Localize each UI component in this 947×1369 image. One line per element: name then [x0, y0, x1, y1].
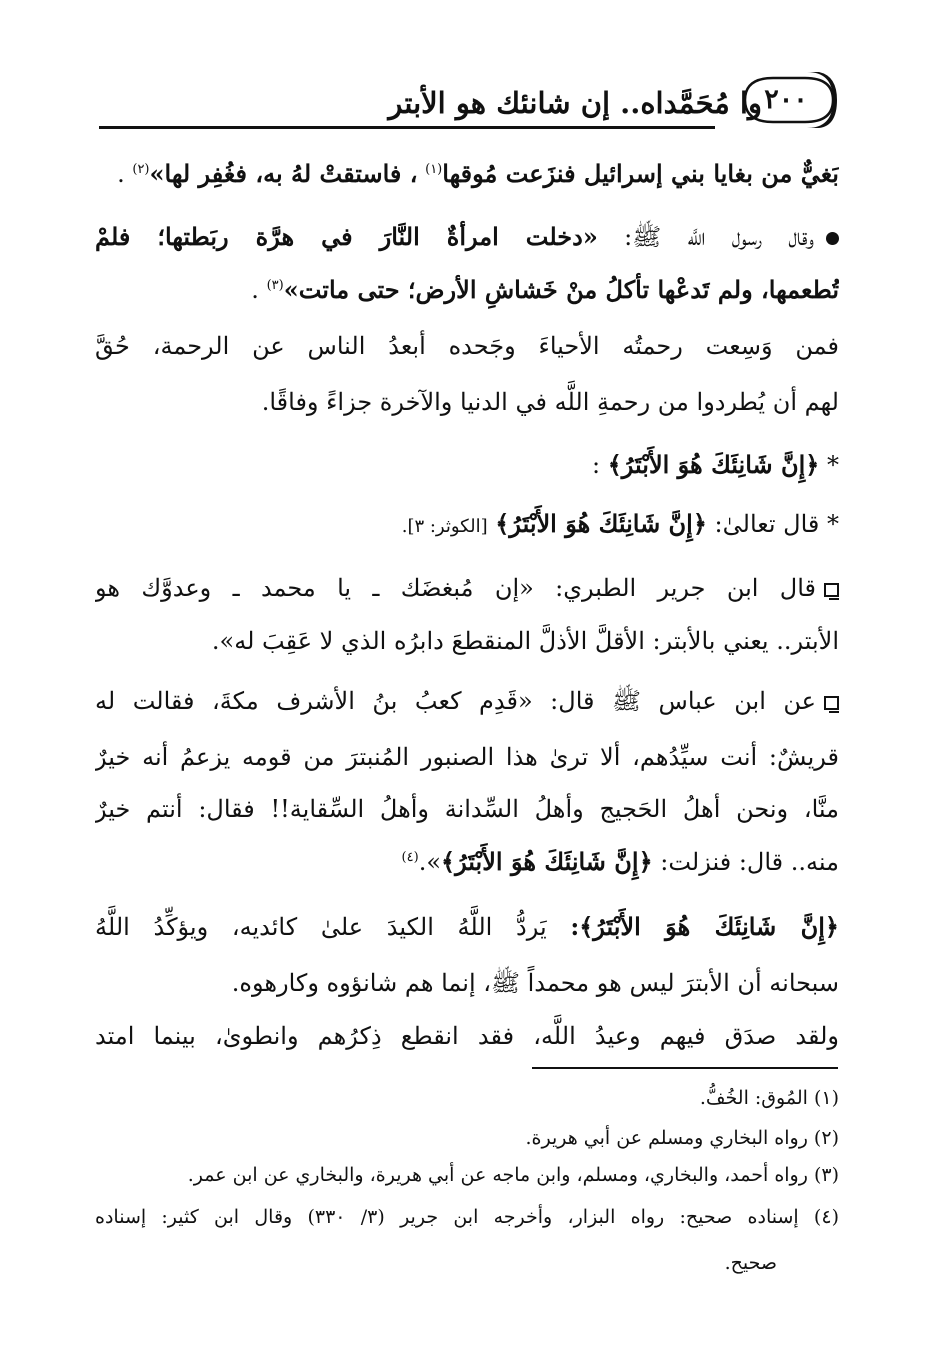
verse-reference: [الكوثر: ٣]. [401, 516, 488, 537]
text-line [95, 838, 839, 886]
page-running-title: وا مُحَمَّداه.. إن شانئك هو الأبتر [388, 86, 762, 120]
quran-verse: ﴿إِنَّ شَانِئَكَ هُوَ الأَبْتَرُ﴾ [607, 450, 820, 479]
text-line [95, 150, 839, 198]
quran-verse: ﴿إِنَّ شَانِئَكَ هُوَ الأَبْتَرُ﴾: [570, 912, 839, 941]
text-line [95, 266, 839, 314]
punctuation: : [591, 451, 601, 479]
punctuation: . [251, 276, 259, 304]
footnote-marker: (٢) [132, 162, 150, 177]
verse-intro: * قال تعالىٰ: [714, 510, 839, 538]
text-line [95, 564, 839, 612]
footnote-marker: (١) [425, 162, 443, 177]
text-line: الأبتر.. يعني بالأبتر: الأقلَّ الأذلَّ المنقطعَ دابرُه الذي لا عَقِبَ له». [211, 627, 839, 655]
text-line: لهم أن يُطردوا من رحمةِ اللَّه في الدنيا والآخرة جزاءً وفاقًا. [261, 388, 839, 416]
footnote-continuation: صحيح. [724, 1252, 777, 1274]
header-divider [99, 126, 715, 129]
text-line: منَّا، ونحن أهلُ الحَجيج وأهلُ السِّدانة وأهلُ السِّقاية!! فقال: أنتم خيرٌ [95, 795, 839, 823]
commentary-text: يَردُّ اللَّهُ الكيدَ علىٰ كائديه، ويؤكِّدُ اللَّهُ [95, 913, 547, 941]
footnote-marker: (٣) [266, 278, 284, 293]
narration-text: منه.. قال: فنزلت: [660, 848, 839, 876]
text-line [95, 903, 839, 951]
section-heading [95, 441, 839, 489]
hadith-quote: «دخلت امرأةٌ النَّارَ في هرَّة ربَطتها؛ فلمْ [95, 222, 598, 251]
quran-verse: ﴿إِنَّ شَانِئَكَ هُوَ الأَبْتَرُ﴾ [441, 847, 653, 876]
punctuation: . [117, 160, 125, 188]
footnote: (٢) رواه البخاري ومسلم عن أبي هريرة. [525, 1127, 839, 1149]
square-marker-icon [824, 583, 839, 597]
star-icon: * [827, 451, 839, 479]
narration-text: عن ابن عباس ﷺ قال: «قَدِم كعبُ بنُ الأشرف مكةَ، فقالت له [95, 687, 816, 715]
narration-intro: وقال رسول اللَّه ﷺ: [624, 223, 814, 251]
hadith-quote: ، فاستقتْ لهُ به، فغُفِر لها» [149, 159, 418, 188]
quran-verse: ﴿إِنَّ شَانِئَكَ هُوَ الأَبْتَرُ﴾ [495, 509, 707, 538]
text-line: قريشٌ: أنت سيِّدُهم، ألا ترىٰ هذا الصنبور المُنبترَ من قومه يزعمُ أنه خيرٌ [95, 743, 839, 771]
text-line: فمن وَسِعت رحمتُه الأحياءَ وجَحده أبعدُ الناس عن الرحمة، حُقَّ [95, 332, 839, 360]
text-line [95, 677, 839, 725]
bullet-icon [826, 232, 839, 245]
text-line [95, 500, 839, 551]
square-marker-icon [824, 696, 839, 710]
page-number-badge [733, 70, 837, 130]
text-line: سبحانه أن الأبترَ ليس هو محمداً ﷺ، إنما هم شانؤوه وكارهوه. [231, 969, 839, 997]
quotation-text: قال ابن جرير الطبري: «إن مُبغضَك ـ يا محمد ـ وعدوَّك هو [95, 574, 816, 602]
text-line: ولقد صدَق فيهم وعيدُ اللَّه، فقد انقطع ذِكرُهم وانطوىٰ، بينما امتد [95, 1022, 839, 1050]
hadith-quote: بَغيٌّ من بغايا بني إسرائيل فنزَعت مُوقها [442, 159, 839, 188]
hadith-quote: تُطعمها، ولم تَدعْها تأكلُ منْ خَشاشِ الأرض؛ حتى ماتت» [283, 275, 839, 304]
text-line [95, 213, 839, 261]
footnote: (٤) إسناده صحيح: رواه البزار، وأخرجه ابن جرير (٣/ ٣٣٠) وقال ابن كثير: إسناده [95, 1206, 839, 1228]
footnote-divider [532, 1067, 838, 1069]
punctuation: ». [418, 848, 441, 876]
footnote-marker: (٤) [401, 850, 419, 865]
footnote: (١) المُوق: الخُفُّ. [699, 1087, 839, 1109]
footnote: (٣) رواه أحمد، والبخاري، ومسلم، وابن ماجه عن أبي هريرة، والبخاري عن ابن عمر. [187, 1164, 839, 1186]
page-number: ٢٠٠ [764, 84, 808, 115]
